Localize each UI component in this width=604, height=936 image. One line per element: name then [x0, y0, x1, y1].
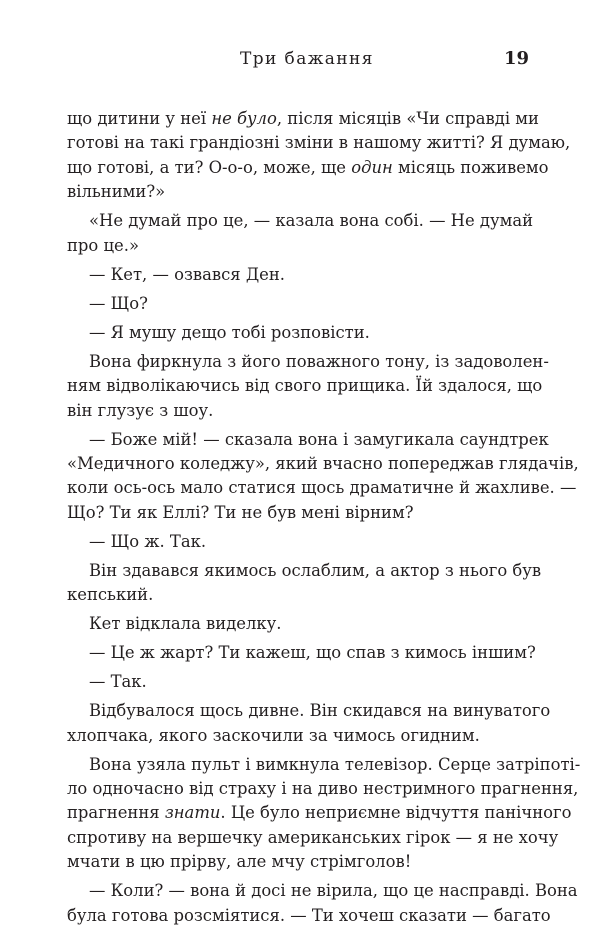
text-line: ло одночасно від страху і на диво нестримного прагнення, — [67, 779, 579, 799]
text-line: — Я мушу дещо тобі розповісти. — [89, 322, 370, 342]
text-line: спротиву на вершечку американських гірок — я не хочу — [67, 827, 559, 847]
text-line: «Не думай про це, — казала вона собі. — Не думай — [89, 211, 534, 231]
text-line: Вона фиркнула з його поважного тону, із задоволен- — [89, 351, 549, 371]
text-line: кепський. — [67, 585, 154, 605]
body-text — [67, 107, 581, 928]
emphasis: знати — [164, 803, 221, 823]
text-line: Він здавався якимось ослаблим, а актор з нього був — [89, 560, 542, 580]
running-head — [0, 47, 604, 71]
text-line: коли ось-ось мало статися щось драматичне й жахливе. — — [67, 478, 577, 498]
text-line: — Кет, — озвався Ден. — [89, 264, 285, 284]
text-line: прагнення знати. Це було неприємне відчуття панічного — [67, 803, 572, 823]
text-line: хлопчака, якого заскочили за чимось огидним. — [67, 725, 480, 745]
text-line: «Медичного коледжу», який вчасно попереджав глядачів, — [67, 453, 579, 473]
text-line: — Боже мій! — сказала вона і замугикала саундтрек — [89, 429, 549, 449]
text-line: що дитини у неї не було, після місяців «Чи справді ми — [67, 109, 539, 128]
text-line: Що? Ти як Еллі? Ти не був мені вірним? — [67, 502, 414, 522]
text-line: вільними?» — [67, 182, 166, 202]
text-line: — Коли? — вона й досі не вірила, що це насправді. Вона — [89, 881, 578, 901]
text-line: — Це ж жарт? Ти кажеш, що спав з кимось іншим? — [89, 643, 536, 663]
emphasis: один — [351, 157, 393, 177]
text-line: — Що ж. Так. — [89, 531, 207, 551]
book-title: Три бажання — [240, 49, 374, 69]
page-number: 19 — [503, 48, 529, 69]
text-line: була готова розсміятися. — Ти хочеш сказати — багато — [67, 905, 551, 925]
emphasis: не було — [211, 109, 277, 128]
text-line: Відбувалося щось дивне. Він скидався на винуватого — [89, 701, 551, 721]
text-line: Кет відклала виделку. — [89, 614, 282, 634]
text-line: Вона узяла пульт і вимкнула телевізор. Серце затріпоті- — [89, 754, 581, 774]
text-line: він глузує з шоу. — [67, 400, 214, 420]
text-line: — Що? — [89, 293, 148, 313]
text-line: мчати в цю прірву, але мчу стрімголов! — [67, 852, 412, 872]
text-line: про це.» — [67, 235, 139, 255]
text-line: готові на такі грандіозні зміни в нашому житті? Я думаю, — [67, 133, 571, 153]
text-line: що готові, а ти? О-о-о, може, ще один місяць поживемо — [67, 157, 549, 177]
text-line: — Так. — [89, 672, 147, 692]
text-line: ням відволікаючись від свого прищика. Їй здалося, що — [67, 376, 543, 396]
